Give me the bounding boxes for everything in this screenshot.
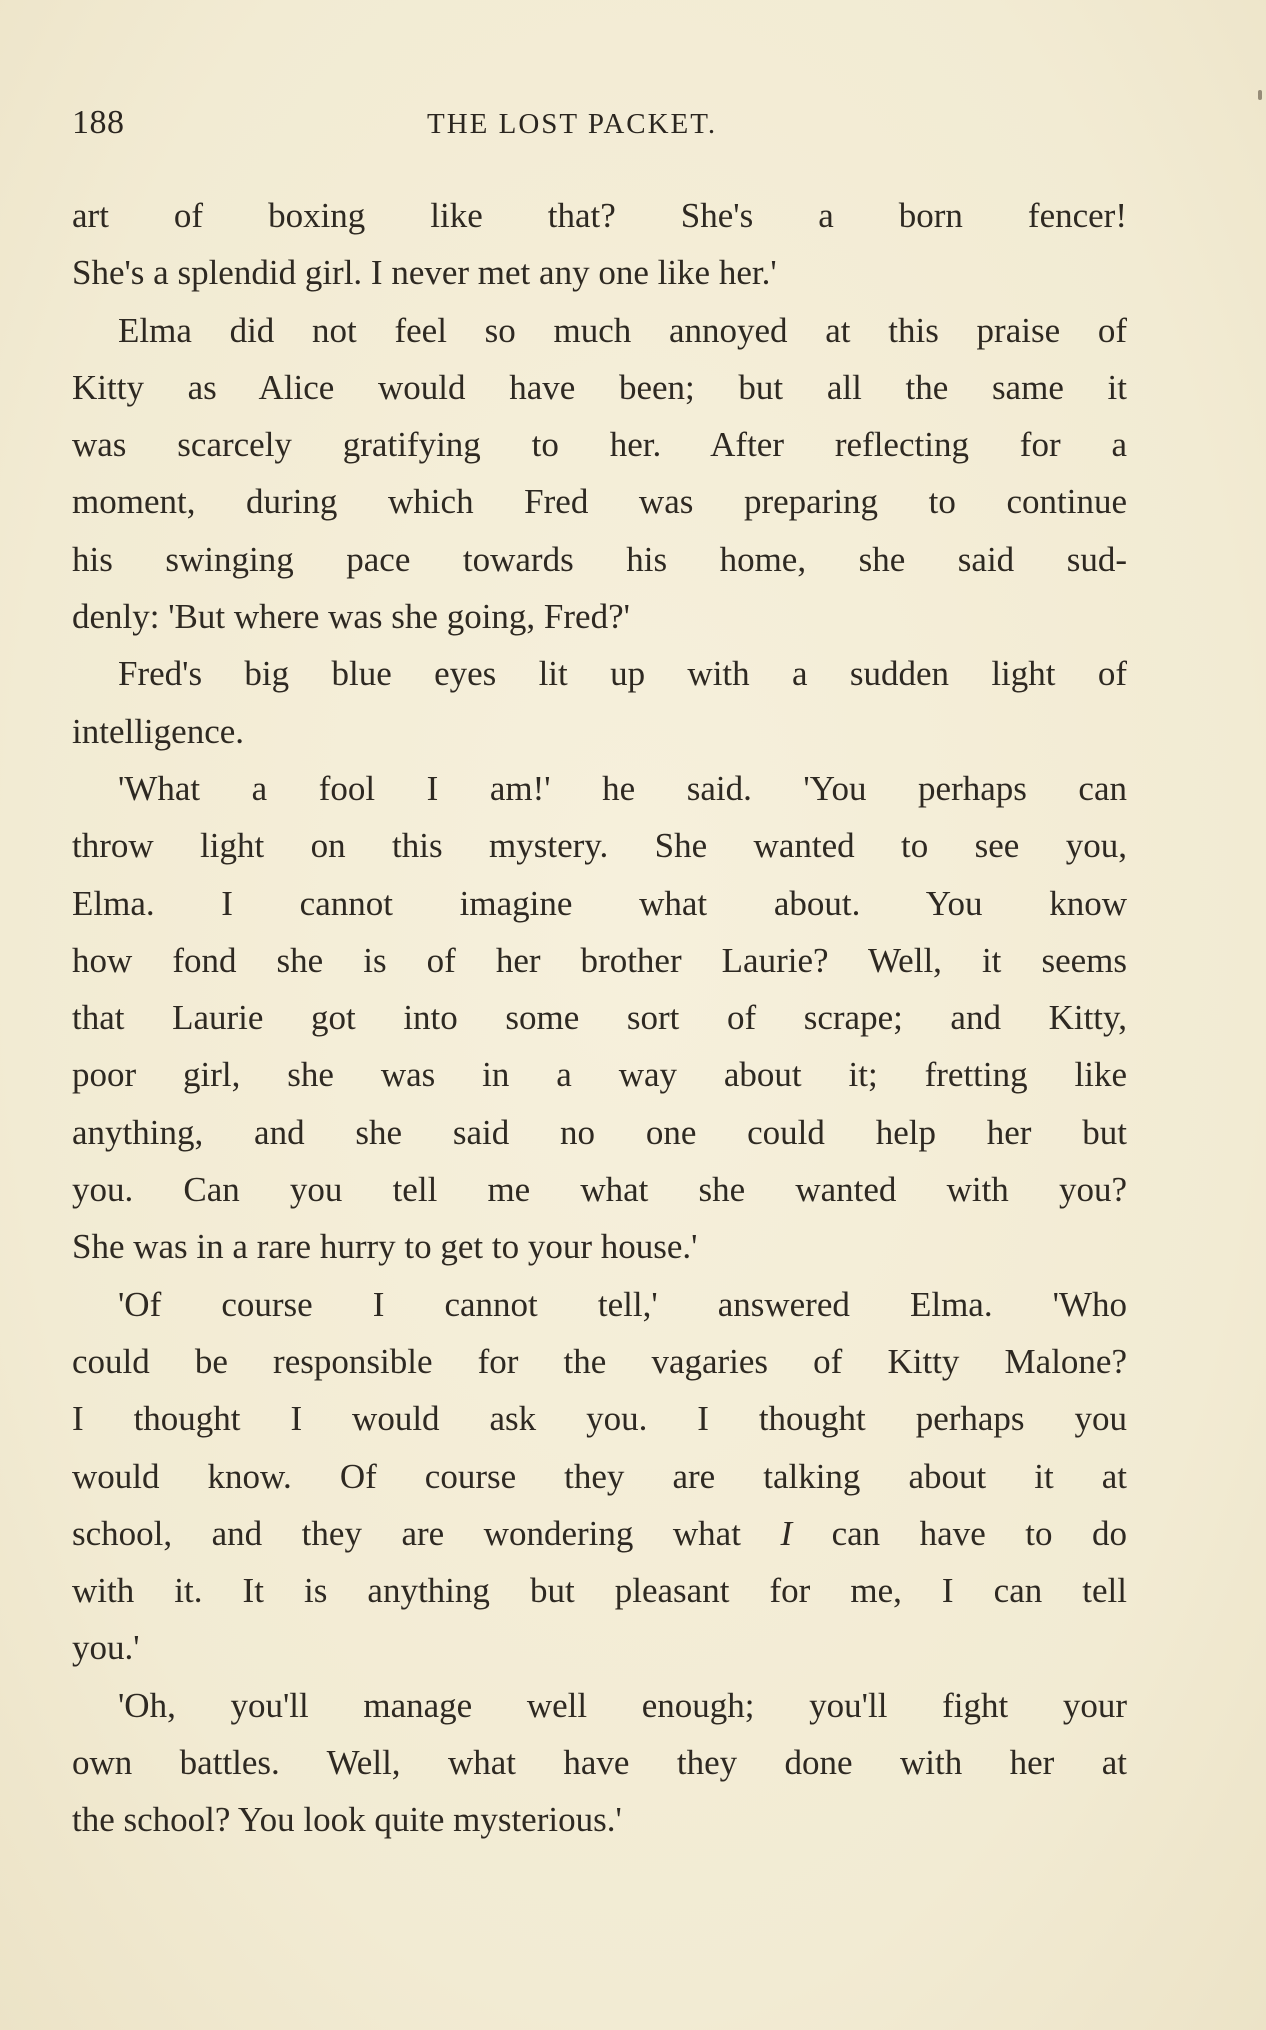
text-line: was scarcely gratifying to her. After reflecting for a: [72, 425, 1127, 465]
text-line: moment, during which Fred was preparing to continue: [72, 482, 1127, 522]
text-line: anything, and she said no one could help her but: [72, 1112, 1127, 1152]
text-line: 'What a fool I am!' he said. 'You perhaps can: [118, 768, 1127, 808]
emphasized-word: I: [780, 1513, 793, 1553]
text-line: you. Can you tell me what she wanted with you?: [72, 1170, 1127, 1210]
text-line: how fond she is of her brother Laurie? Well, it seems: [72, 940, 1127, 980]
text-line: could be responsible for the vagaries of Kitty Malone?: [72, 1341, 1127, 1381]
text-line: school, and they are wondering what I can have to do: [72, 1513, 1127, 1553]
text-line: intelligence.: [72, 711, 245, 751]
text-line: I thought I would ask you. I thought perhaps you: [72, 1399, 1127, 1439]
page-header: [72, 104, 1127, 146]
text-line: would know. Of course they are talking about it at: [72, 1456, 1127, 1496]
text-line: denly: 'But where was she going, Fred?': [72, 597, 630, 637]
text-line: you.': [72, 1628, 140, 1668]
text-line: Fred's big blue eyes lit up with a sudden light of: [118, 654, 1127, 694]
text-line: poor girl, she was in a way about it; fretting like: [72, 1055, 1127, 1095]
text-line: art of boxing like that? She's a born fencer!: [72, 196, 1127, 235]
page-number: 188: [72, 104, 125, 141]
text-line: Elma. I cannot imagine what about. You know: [72, 883, 1127, 923]
text-line: Kitty as Alice would have been; but all the same it: [72, 367, 1127, 407]
text-line: own battles. Well, what have they done with her at: [72, 1743, 1127, 1783]
page-speck: [1258, 90, 1262, 100]
text-line: his swinging pace towards his home, she said sud-: [72, 539, 1127, 579]
body-text: [72, 187, 1127, 1849]
text-line: She's a splendid girl. I never met any one like her.': [72, 253, 777, 293]
text-line: that Laurie got into some sort of scrape; and Kitty,: [72, 998, 1127, 1038]
text-line: 'Of course I cannot tell,' answered Elma. 'Who: [118, 1284, 1127, 1324]
text-line: She was in a rare hurry to get to your house.': [72, 1227, 698, 1267]
text-line: Elma did not feel so much annoyed at this praise of: [118, 310, 1127, 350]
running-title: THE LOST PACKET.: [427, 108, 718, 140]
text-line: the school? You look quite mysterious.': [72, 1800, 622, 1840]
text-line: with it. It is anything but pleasant for me, I can tell: [72, 1571, 1127, 1611]
text-line: 'Oh, you'll manage well enough; you'll fight your: [118, 1685, 1127, 1725]
text-line: throw light on this mystery. She wanted to see you,: [72, 826, 1127, 866]
